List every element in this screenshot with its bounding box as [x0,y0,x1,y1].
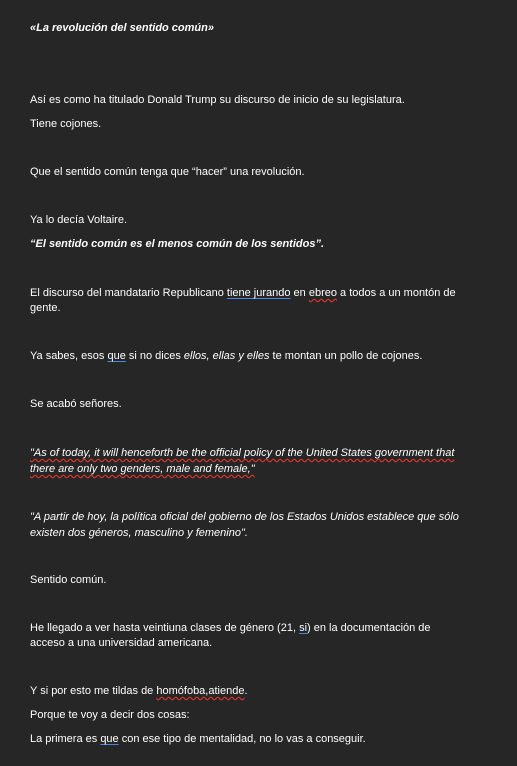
paragraph-3: Que el sentido común tenga que “hacer” una revolución. [30,166,305,178]
paragraph-14: Porque te voy a decir dos cosas: [30,709,190,721]
grammar-flagged-text[interactable]: tiene jurando [226,287,291,299]
paragraph-12-text-a: He llegado a ver hasta veintiuna clases de género (21, [30,622,300,634]
paragraph-7-italic: ellos, ellas y elles [183,350,270,362]
paragraph-6-text-e: a todos a un montón de gente. [30,287,456,314]
grammar-flagged-word[interactable]: que [107,350,126,362]
spelling-flagged-word[interactable]: homófoba,atiende [156,685,245,697]
paragraph-7 [30,349,468,364]
paragraph-4: Ya lo decía Voltaire. [30,214,128,226]
paragraph-11: Sentido común. [30,574,107,586]
paragraph-13-text-c: . [244,685,248,697]
spanish-quote: "A partir de hoy, la política oficial del gobierno de los Estados Unidos establece que sólo existen dos géneros, masculino y femenino". [30,511,459,539]
paragraph-6-text-a: El discurso del mandatario Republicano [30,287,227,299]
grammar-flagged-word[interactable]: si [299,622,308,634]
paragraph-1: Así es como ha titulado Donald Trump su discurso de inicio de su legislatura. [30,94,405,106]
voltaire-quote: “El sentido común es el menos común de los sentidos”. [30,238,325,250]
paragraph-7-text-e: te montan un pollo de cojones. [269,350,423,362]
paragraph-15 [30,732,468,747]
paragraph-15-text-c: con ese tipo de mentalidad, no lo vas a conseguir. [118,733,366,745]
paragraph-6-text-c: en [290,287,309,299]
paragraph-12-text-c: ) en la documentación de acceso a una universidad americana. [30,622,431,649]
paragraph-8: Se acabó señores. [30,398,122,410]
paragraph-13-text-a: Y si por esto me tildas de [30,685,157,697]
document-title: «La revolución del sentido común» [30,22,214,34]
grammar-flagged-word[interactable]: que [100,733,119,745]
spelling-flagged-word[interactable]: ebreo [308,287,337,299]
paragraph-7-text-a: Ya sabes, esos [30,350,108,362]
paragraph-12 [30,621,468,651]
paragraph-7-text-c: si no dices [125,350,184,362]
paragraph-13 [30,684,468,699]
english-quote[interactable]: "As of today, it will henceforth be the official policy of the United States government that there are only two genders, male and female," [30,447,455,475]
paragraph-6 [30,286,468,316]
paragraph-2: Tiene cojones. [30,118,102,130]
paragraph-15-text-a: La primera es [30,733,101,745]
